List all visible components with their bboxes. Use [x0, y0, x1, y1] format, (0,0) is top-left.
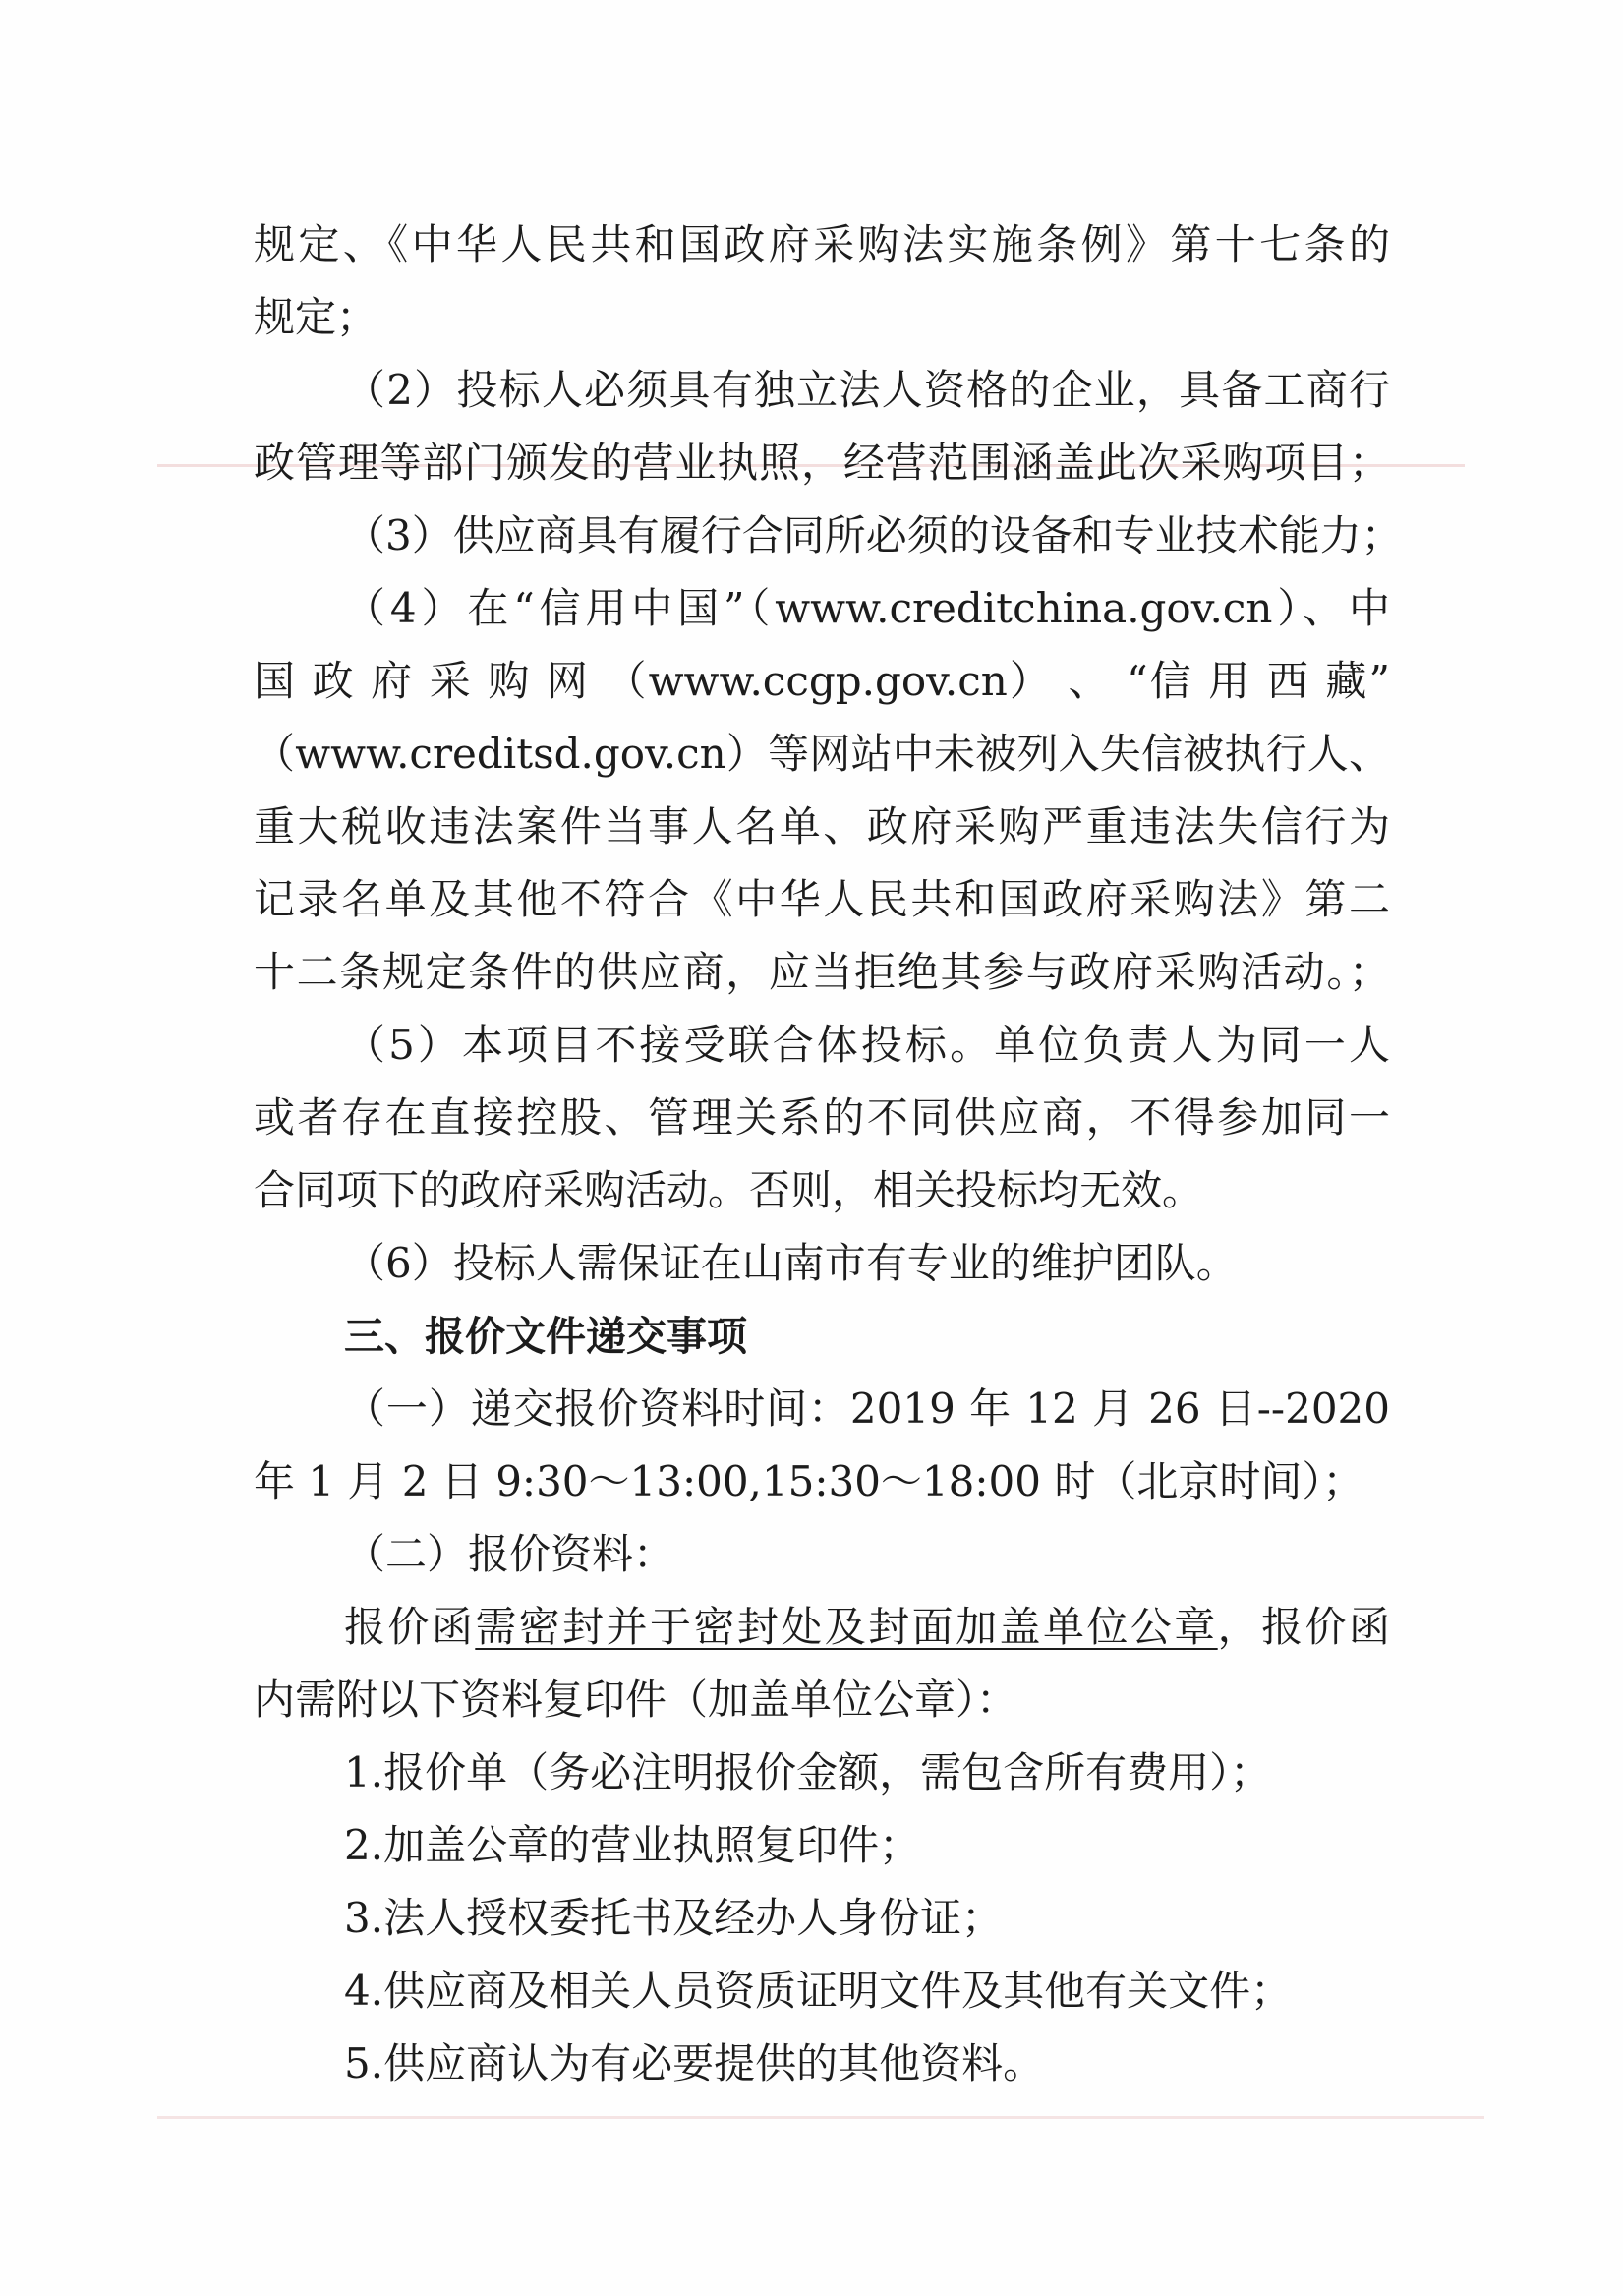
list-item: 1.报价单（务必注明报价金额，需包含所有费用）； — [344, 1748, 1272, 1796]
text-line: 年 1 月 2 日 9:30～13:00,15:30～18:00 时（北京时间）； — [254, 1457, 1364, 1505]
text-line: （4）在“信用中国”（www.creditchina.gov.cn）、中 — [344, 584, 1390, 632]
section-heading: 三、报价文件递交事项 — [344, 1313, 747, 1360]
text-line: 或者存在直接控股、管理关系的不同供应商，不得参加同一 — [254, 1093, 1390, 1142]
text-line: 规定、《中华人民共和国政府采购法实施条例》第十七条的 — [254, 220, 1390, 268]
text-line: 记录名单及其他不符合《中华人民共和国政府采购法》第二 — [254, 875, 1390, 923]
text-line: （www.creditsd.gov.cn）等网站中未被列入失信被执行人、 — [254, 730, 1390, 778]
text-line: （3）供应商具有履行合同所必须的设备和专业技术能力； — [344, 511, 1403, 559]
text-line: 十二条规定条件的供应商，应当拒绝其参与政府采购活动。； — [254, 948, 1390, 996]
document-body — [254, 208, 1403, 2100]
list-item: 4.供应商及相关人员资质证明文件及其他有关文件； — [344, 1967, 1293, 2015]
text-line: （二）报价资料： — [344, 1530, 675, 1578]
text-span: ，报价函 — [1217, 1603, 1390, 1651]
text-line: 内需附以下资料复印件（加盖单位公章）： — [254, 1676, 1018, 1724]
bleed-through-rule-bottom — [157, 2116, 1484, 2119]
list-item: 2.加盖公章的营业执照复印件； — [344, 1821, 921, 1869]
text-line: 政管理等部门颁发的营业执照，经营范围涵盖此次采购项目； — [254, 439, 1390, 487]
text-line: 合同项下的政府采购活动。否则，相关投标均无效。 — [254, 1166, 1204, 1214]
text-line: 规定； — [254, 293, 378, 341]
text-line: （2）投标人必须具有独立法人资格的企业，具备工商行 — [344, 366, 1390, 414]
text-line — [254, 1591, 1390, 1664]
list-item: 5.供应商认为有必要提供的其他资料。 — [344, 2039, 1045, 2088]
underlined-text: 需密封并于密封处及封面加盖单位公章 — [475, 1603, 1218, 1651]
text-span: 报价函 — [344, 1603, 476, 1651]
text-line: （5）本项目不接受联合体投标。单位负责人为同一人 — [344, 1021, 1390, 1069]
text-line: 重大税收违法案件当事人名单、政府采购严重违法失信行为 — [254, 802, 1390, 851]
text-line: （6）投标人需保证在山南市有专业的维护团队。 — [344, 1239, 1238, 1287]
text-line: （一）递交报价资料时间：2019 年 12 月 26 日--2020 — [344, 1384, 1390, 1433]
list-item: 3.法人授权委托书及经办人身份证； — [344, 1894, 1004, 1942]
text-line: 国 政 府 采 购 网 （www.ccgp.gov.cn） 、 “信 用 西 藏” — [254, 657, 1390, 705]
